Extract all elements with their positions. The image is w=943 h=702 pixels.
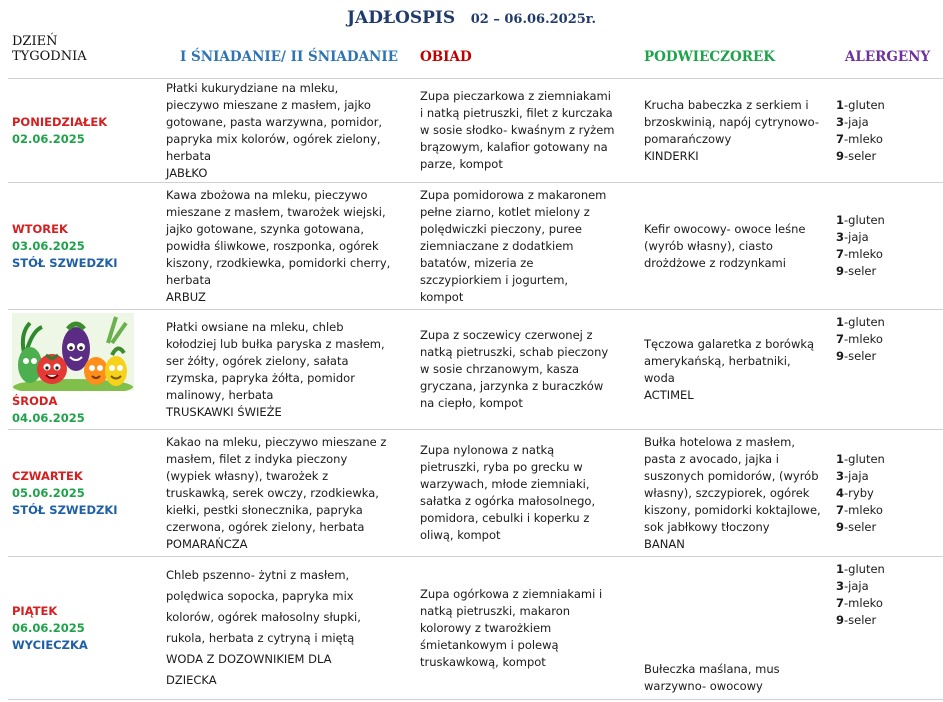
- lunch-cell-line: kompot: [420, 289, 464, 304]
- day-name: PIĄTEK: [12, 603, 58, 618]
- allergen-number: 7: [836, 596, 845, 610]
- breakfast-cell-line: czerwona, ogórek zielony, herbata: [166, 519, 365, 534]
- allergen-item: [836, 502, 939, 519]
- allergen-item: [836, 246, 939, 263]
- breakfast-cell-line: masłem, filet z indyka pieczony: [166, 451, 348, 466]
- allergen-name: -seler: [844, 519, 877, 534]
- day-name: ŚRODA: [12, 393, 58, 408]
- snack-cell-line: Kefir owocowy- owoce leśne: [644, 221, 806, 236]
- snack-cell-line: własny), szczypiorek, ogórek: [644, 485, 810, 500]
- snack-cell: [640, 557, 832, 700]
- menu-table: [8, 30, 943, 700]
- day-name: PONIEDZIAŁEK: [12, 114, 108, 129]
- allergen-name: -jaja: [844, 579, 869, 593]
- lunch-cell-line: parze, kompot: [420, 157, 503, 171]
- date-range: 02 – 06.06.2025r.: [470, 12, 596, 27]
- allergen-number: 1: [836, 562, 845, 576]
- allergen-number: 4: [836, 485, 845, 500]
- allergen-name: -jaja: [844, 114, 869, 129]
- breakfast-cell-line: herbata: [166, 148, 211, 163]
- snack-cell: [640, 79, 832, 183]
- day-cell: [8, 79, 162, 183]
- snack-cell-line: KINDERKI: [644, 148, 699, 163]
- breakfast-cell-line: ser żółty, ogórek zielony, sałata: [166, 353, 349, 368]
- allergen-item: [836, 114, 939, 131]
- allergens-cell: [832, 79, 943, 183]
- lunch-cell-line: gryczana, jarzynka z buraczków: [420, 379, 604, 393]
- lunch-cell-line: warzywach, młode ziemniaki,: [420, 477, 590, 491]
- allergen-name: -seler: [844, 264, 877, 278]
- snack-cell-line: Tęczowa galaretka z borówką: [644, 336, 815, 351]
- snack-cell-line: woda: [644, 370, 675, 385]
- breakfast-cell-line: Kawa zbożowa na mleku, pieczywo: [166, 187, 368, 202]
- day-date: 03.06.2025: [12, 238, 85, 253]
- day-cell: [8, 183, 162, 310]
- allergens-cell: [832, 430, 943, 557]
- breakfast-cell-line: kiełki, pestki słonecznika, papryka: [166, 502, 363, 517]
- day-cell: [8, 310, 162, 430]
- breakfast-cell-line: gotowane, pasta warzywna, pomidor,: [166, 114, 383, 129]
- allergen-name: -ryby: [844, 485, 874, 500]
- snack-cell-line: Krucha babeczka z serkiem i: [644, 97, 809, 112]
- allergen-name: -seler: [844, 613, 877, 627]
- day-note: WYCIECZKA: [12, 637, 88, 652]
- page-title: JADŁOSPIS: [347, 8, 456, 28]
- snack-cell-line: suszonych pomidorów, (wyrób: [644, 468, 819, 483]
- lunch-cell-line: truskawkową, kompot: [420, 654, 546, 669]
- header-lunch: OBIAD: [420, 49, 472, 65]
- day-name: WTOREK: [12, 221, 68, 236]
- header-snack: PODWIECZOREK: [644, 49, 775, 65]
- lunch-cell: [416, 430, 640, 557]
- allergens-cell: [832, 557, 943, 700]
- snack-cell: [640, 430, 832, 557]
- allergen-name: -mleko: [844, 247, 883, 261]
- breakfast-cell-line: TRUSKAWKI ŚWIEŻE: [166, 404, 282, 419]
- table-row: [8, 79, 943, 183]
- allergen-name: -gluten: [844, 97, 885, 112]
- breakfast-cell-line: POMARAŃCZA: [166, 536, 248, 551]
- allergen-number: 1: [836, 213, 845, 227]
- allergens-cell: [832, 183, 943, 310]
- allergen-item: [836, 263, 939, 280]
- allergen-item: [836, 331, 939, 348]
- lunch-cell-line: brązowym, kalafior gotowany na: [420, 140, 608, 154]
- allergen-item: [836, 229, 939, 246]
- lunch-cell-line: polędwiczki pieczony, puree: [420, 221, 582, 236]
- breakfast-cell-line: mieszane z masłem, twarożek wiejski,: [166, 204, 386, 219]
- allergen-name: -seler: [844, 349, 877, 363]
- breakfast-cell: [162, 430, 416, 557]
- allergen-number: 3: [836, 230, 845, 244]
- lunch-cell-line: Zupa z soczewicy czerwonej z: [420, 328, 593, 342]
- day-cell: [8, 557, 162, 700]
- lunch-cell: [416, 183, 640, 310]
- lunch-cell-line: na ciepło, kompot: [420, 396, 523, 410]
- day-note: STÓŁ SZWEDZKI: [12, 255, 118, 270]
- snack-cell-line: pasta z avocado, jajka i: [644, 451, 779, 466]
- lunch-cell-line: pomidora, cebulki i koperku z: [420, 511, 590, 525]
- lunch-cell-line: Zupa ogórkowa z ziemniakami i: [420, 586, 603, 601]
- breakfast-cell-line: DZIECKA: [166, 673, 217, 687]
- lunch-cell-line: pełne ziarno, kotlet mielony z: [420, 204, 590, 219]
- breakfast-cell: [162, 310, 416, 430]
- allergen-number: 9: [836, 264, 845, 278]
- allergen-item: [836, 348, 939, 365]
- breakfast-cell-line: kołodziej lub bułka paryska z masłem,: [166, 336, 385, 351]
- allergen-item: [836, 97, 939, 114]
- day-date: 05.06.2025: [12, 485, 85, 500]
- allergen-number: 9: [836, 519, 845, 534]
- lunch-cell: [416, 557, 640, 700]
- lunch-cell-line: ziemniaczane z dodatkiem: [420, 238, 574, 253]
- allergen-item: [836, 578, 939, 595]
- breakfast-cell-line: powidła śliwkowe, roszponka, ogórek: [166, 238, 379, 253]
- allergen-item: [836, 485, 939, 502]
- snack-cell-line: kiszony, pomidorki koktajlowe,: [644, 502, 821, 517]
- breakfast-cell-line: kiszony, rzodkiewka, pomidorki cherry,: [166, 255, 391, 270]
- allergen-number: 7: [836, 131, 845, 146]
- breakfast-cell-line: herbata: [166, 272, 211, 287]
- allergen-name: -mleko: [844, 502, 883, 517]
- lunch-cell: [416, 310, 640, 430]
- breakfast-cell-line: truskawką, serek owczy, rzodkiewka,: [166, 485, 379, 500]
- breakfast-cell-line: ARBUZ: [166, 289, 206, 304]
- lunch-cell-line: Zupa pomidorowa z makaronem: [420, 187, 607, 202]
- cartoon-vegetables-icon: [12, 313, 134, 391]
- breakfast-cell-line: kolorów, ogórek małosolny słupki,: [166, 610, 361, 624]
- menu-title: [0, 8, 943, 28]
- snack-cell-line: ACTIMEL: [644, 387, 694, 402]
- allergen-number: 9: [836, 148, 845, 163]
- day-note: STÓŁ SZWEDZKI: [12, 502, 118, 517]
- breakfast-cell-line: papryka mix kolorów, ogórek zielony,: [166, 131, 381, 146]
- lunch-cell-line: śmietankowym i polewą: [420, 637, 559, 652]
- day-date: 04.06.2025: [12, 410, 85, 425]
- allergen-number: 7: [836, 247, 845, 261]
- snack-cell-line: pomarańczowy: [644, 131, 732, 146]
- breakfast-cell-line: polędwica sopocka, papryka mix: [166, 589, 354, 603]
- allergen-number: 3: [836, 468, 845, 483]
- header-breakfast: I ŚNIADANIE/ II ŚNIADANIE: [180, 49, 398, 65]
- day-name: CZWARTEK: [12, 468, 83, 483]
- header-day: DZIEŃ TYGODNIA: [12, 34, 87, 64]
- breakfast-cell-line: Kakao na mleku, pieczywo mieszane z: [166, 434, 387, 449]
- snack-cell-line: BANAN: [644, 536, 685, 551]
- table-row: [8, 557, 943, 700]
- breakfast-cell: [162, 183, 416, 310]
- allergen-item: [836, 468, 939, 485]
- lunch-cell-line: i natką pietruszki, filet z kurczaka: [420, 106, 613, 120]
- allergen-name: -mleko: [844, 332, 883, 346]
- snack-cell-line: brzoskwinią, napój cytrynowo-: [644, 114, 820, 129]
- table-row: [8, 183, 943, 310]
- snack-cell-line: warzywno- owocowy: [644, 679, 763, 693]
- allergen-item: [836, 131, 939, 148]
- allergen-item: [836, 314, 939, 331]
- breakfast-cell-line: Chleb pszenno- żytni z masłem,: [166, 568, 350, 582]
- lunch-cell-line: w sosie chrzanowym, kasza: [420, 362, 580, 376]
- allergen-item: [836, 561, 939, 578]
- lunch-cell-line: Zupa pieczarkowa z ziemniakami: [420, 89, 611, 103]
- snack-cell-line: Bułka hotelowa z masłem,: [644, 434, 795, 449]
- breakfast-cell-line: rzymska, papryka żółta, pomidor: [166, 370, 355, 385]
- allergen-item: [836, 148, 939, 165]
- snack-cell-line: amerykańską, herbatniki,: [644, 353, 791, 368]
- breakfast-cell-line: (wypiek własny), twarożek z: [166, 468, 329, 483]
- allergen-name: -jaja: [844, 468, 869, 483]
- allergen-item: [836, 595, 939, 612]
- lunch-cell-line: sałatka z ogórka małosolnego,: [420, 494, 596, 508]
- header-allergens: ALERGENY: [844, 49, 931, 65]
- breakfast-cell-line: JABŁKO: [166, 165, 208, 180]
- allergen-number: 9: [836, 349, 845, 363]
- allergen-name: -gluten: [844, 213, 885, 227]
- allergens-cell: [832, 310, 943, 430]
- breakfast-cell: [162, 557, 416, 700]
- lunch-cell-line: szczypiorkiem i jogurtem,: [420, 272, 569, 287]
- lunch-cell: [416, 79, 640, 183]
- snack-cell-line: Bułeczka maślana, mus: [644, 662, 780, 676]
- allergen-item: [836, 612, 939, 629]
- breakfast-cell-line: pieczywo mieszane z masłem, jajko: [166, 97, 371, 112]
- lunch-cell-line: natką pietruszki, schab pieczony: [420, 345, 609, 359]
- lunch-cell-line: oliwą, kompot: [420, 528, 501, 542]
- snack-cell: [640, 183, 832, 310]
- snack-cell-line: (wyrób własny), ciasto: [644, 238, 773, 253]
- allergen-name: -gluten: [844, 315, 885, 329]
- allergen-number: 3: [836, 114, 845, 129]
- lunch-cell-line: batatów, mizeria ze: [420, 255, 534, 270]
- lunch-cell-line: pietruszki, ryba po grecku w: [420, 460, 583, 474]
- day-date: 06.06.2025: [12, 620, 85, 635]
- breakfast-cell: [162, 79, 416, 183]
- allergen-number: 1: [836, 315, 845, 329]
- lunch-cell-line: w sosie słodko- kwaśnym z ryżem: [420, 123, 615, 137]
- breakfast-cell-line: WODA Z DOZOWNIKIEM DLA: [166, 652, 332, 666]
- breakfast-cell-line: Płatki owsiane na mleku, chleb: [166, 319, 344, 334]
- day-cell: [8, 430, 162, 557]
- snack-cell-line: sok jabłkowy tłoczony: [644, 519, 770, 534]
- allergen-item: [836, 519, 939, 536]
- allergen-name: -gluten: [844, 451, 885, 466]
- lunch-cell-line: Zupa nylonowa z natką: [420, 443, 555, 457]
- allergen-name: -seler: [844, 148, 877, 163]
- allergen-number: 1: [836, 451, 845, 466]
- allergen-number: 3: [836, 579, 845, 593]
- table-row: [8, 310, 943, 430]
- allergen-item: [836, 212, 939, 229]
- allergen-name: -gluten: [844, 562, 885, 576]
- table-row: [8, 430, 943, 557]
- allergen-number: 1: [836, 97, 845, 112]
- allergen-name: -jaja: [844, 230, 869, 244]
- allergen-name: -mleko: [844, 596, 883, 610]
- breakfast-cell-line: jajko gotowane, szynka gotowana,: [166, 221, 364, 236]
- snack-cell-line: drożdżowe z rodzynkami: [644, 255, 786, 270]
- breakfast-cell-line: rukola, herbata z cytryną i miętą: [166, 631, 355, 645]
- breakfast-cell-line: Płatki kukurydziane na mleku,: [166, 80, 339, 95]
- allergen-item: [836, 451, 939, 468]
- day-date: 02.06.2025: [12, 131, 85, 146]
- allergen-number: 7: [836, 332, 845, 346]
- lunch-cell-line: kolorowy z twarożkiem: [420, 620, 552, 635]
- snack-cell: [640, 310, 832, 430]
- lunch-cell-line: natką pietruszki, makaron: [420, 603, 571, 618]
- allergen-name: -mleko: [844, 131, 883, 146]
- breakfast-cell-line: malinowy, herbata: [166, 387, 274, 402]
- allergen-number: 9: [836, 613, 845, 627]
- header-row: [8, 30, 943, 79]
- allergen-number: 7: [836, 502, 845, 517]
